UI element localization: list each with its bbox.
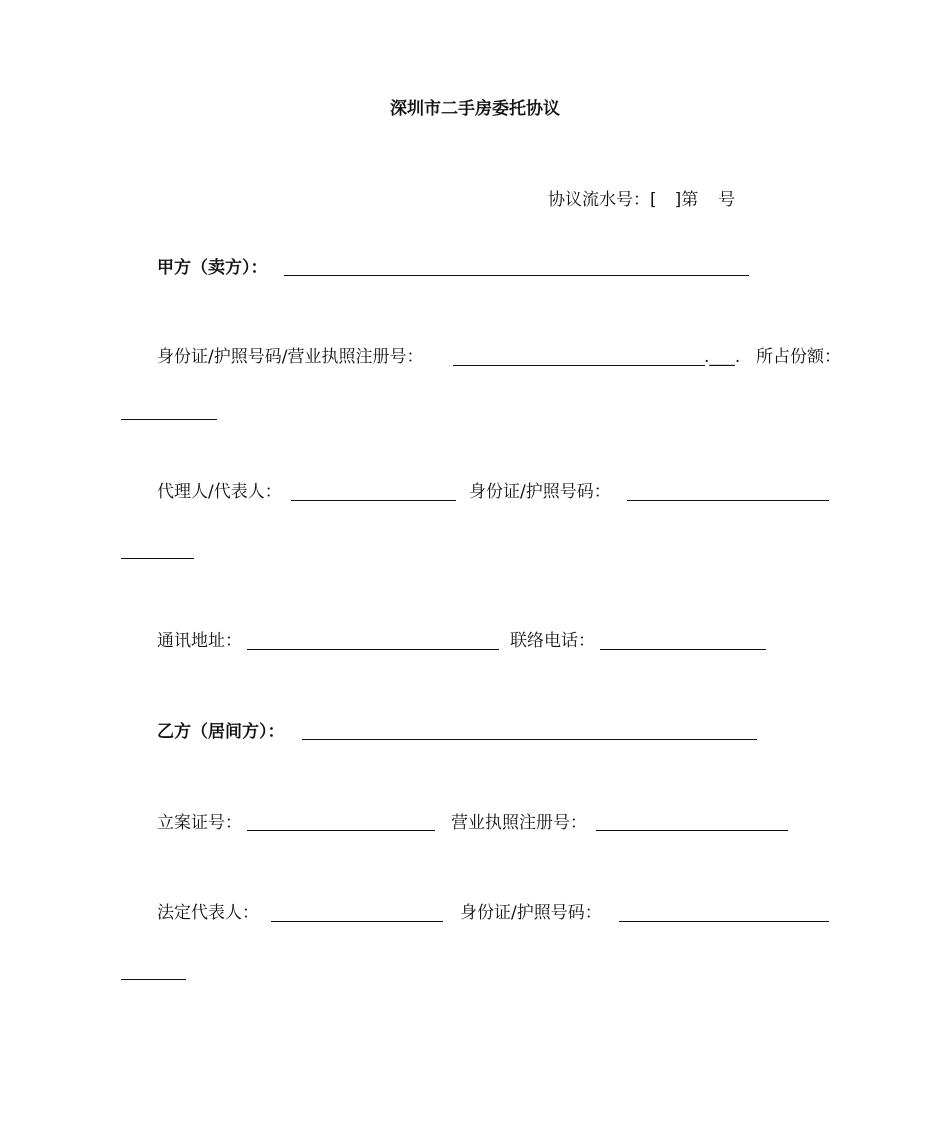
agent-id-blank-continued[interactable]	[121, 558, 194, 559]
agent-blank[interactable]	[291, 500, 456, 501]
serial-number-row	[548, 190, 735, 210]
party-a-blank[interactable]	[284, 275, 749, 276]
share-blank[interactable]	[121, 419, 217, 420]
id-reg-label: 身份证/护照号码/营业执照注册号：	[157, 347, 424, 367]
id-reg-blank[interactable]	[453, 365, 705, 366]
filing-label: 立案证号：	[157, 813, 242, 833]
license-blank[interactable]	[596, 830, 788, 831]
phone-label: 联络电话：	[510, 631, 595, 651]
agent-id-label: 身份证/护照号码：	[469, 482, 611, 502]
legal-rep-blank[interactable]	[271, 921, 443, 922]
serial-suffix: 号	[718, 190, 736, 210]
legal-rep-id-label: 身份证/护照号码：	[460, 903, 602, 923]
party-b-blank[interactable]	[302, 739, 757, 740]
phone-blank[interactable]	[600, 649, 766, 650]
share-label: 所占份额：	[756, 347, 841, 367]
document-title: 深圳市二手房委托协议	[390, 99, 560, 119]
party-b-label: 乙方（居间方）：	[157, 722, 285, 742]
legal-rep-id-blank[interactable]	[619, 921, 829, 922]
serial-bracket-close: ]第	[674, 190, 699, 210]
legal-rep-label: 法定代表人：	[157, 903, 259, 923]
agent-label: 代理人/代表人：	[157, 482, 282, 502]
id-reg-tail: .___.	[704, 347, 741, 367]
party-a-label: 甲方（卖方）：	[157, 258, 268, 278]
serial-label: 协议流水号：[	[548, 190, 657, 210]
address-blank[interactable]	[247, 649, 499, 650]
address-label: 通讯地址：	[157, 631, 242, 651]
license-label: 营业执照注册号：	[451, 813, 587, 833]
agent-id-blank[interactable]	[627, 500, 829, 501]
filing-blank[interactable]	[247, 830, 435, 831]
legal-rep-id-blank-continued[interactable]	[121, 979, 186, 980]
